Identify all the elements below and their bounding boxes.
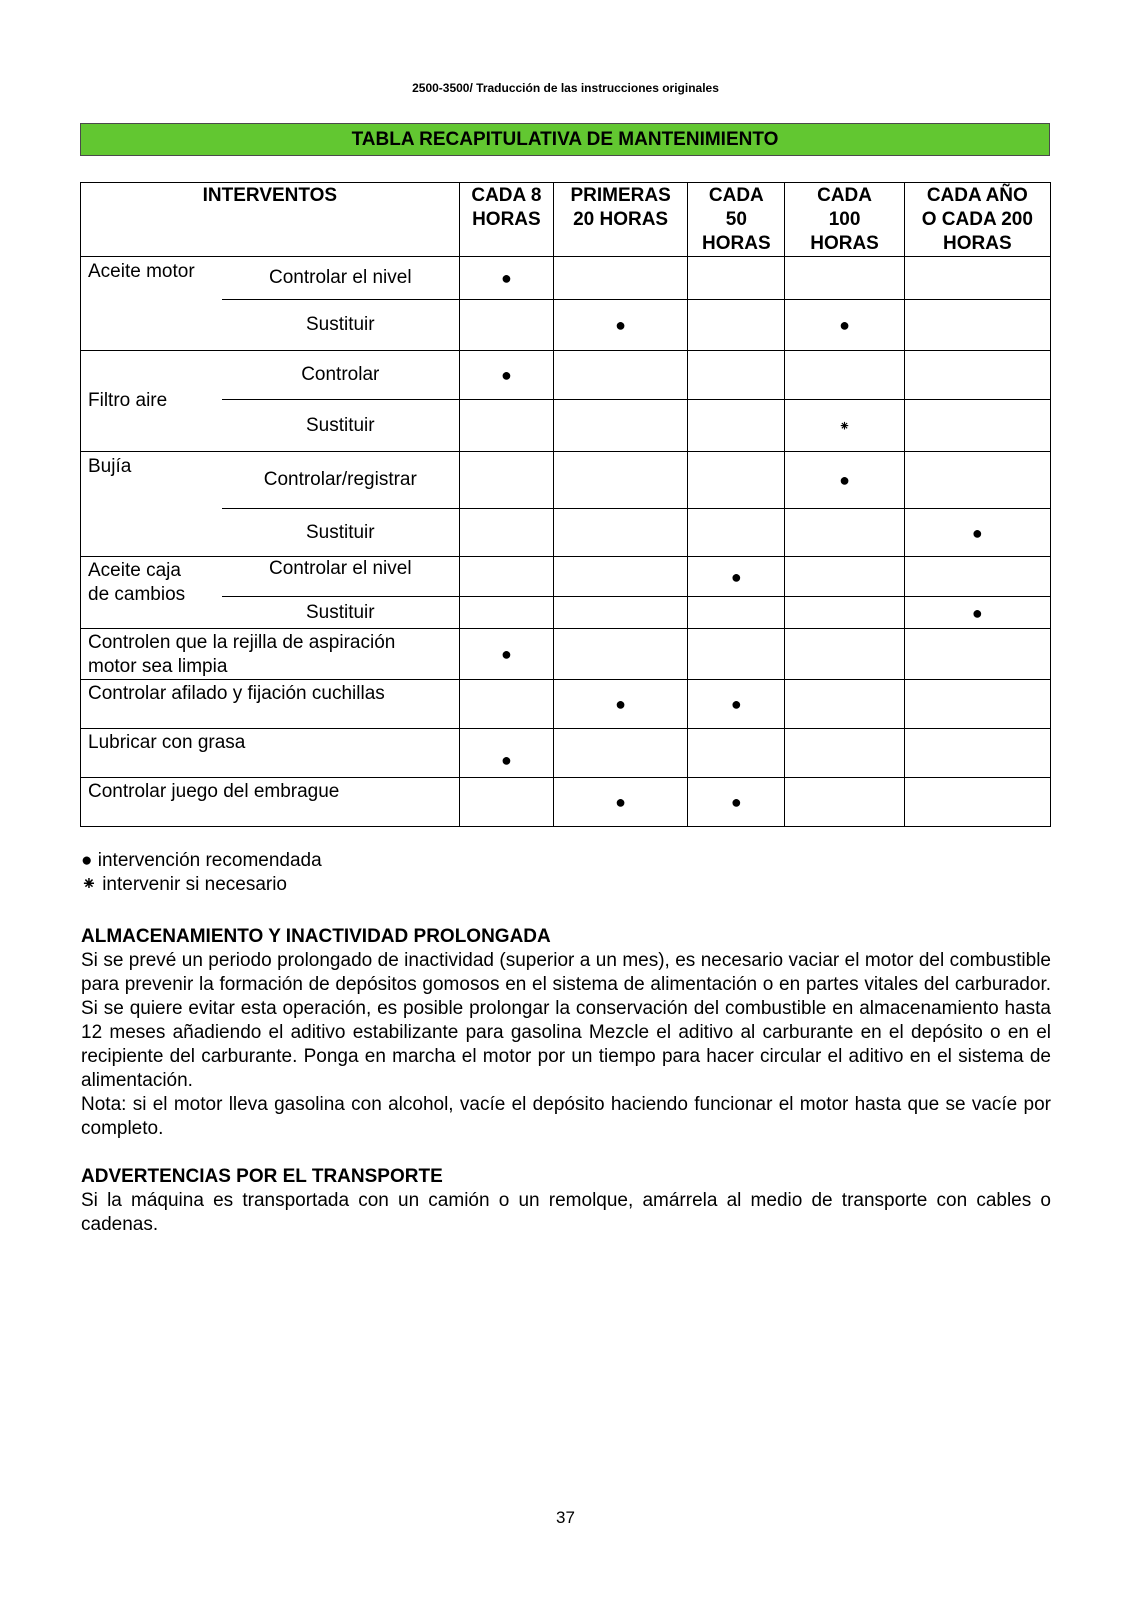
mark-dot: ● [904,597,1050,629]
row-rejilla-aspiracion: Controlen que la rejilla de aspiración motor sea limpia [81,629,460,680]
group-aceite-motor: Aceite motor [81,257,222,351]
mark-dot: ● [459,351,553,400]
transport-body: Si la máquina es transportada con un camión o un remolque, amárrela al medio de transporte con cables o cadenas. [81,1190,1051,1235]
mark-dot: ● [785,300,904,351]
transport-section [81,1165,1051,1237]
action-controlar-registrar: Controlar/registrar [222,452,460,509]
mark-dot: ● [553,680,687,729]
table-row [81,257,1051,300]
group-aceite-caja: Aceite caja de cambios [81,557,222,629]
row-juego-embrague: Controlar juego del embrague [81,778,460,827]
storage-note: Nota: si el motor lleva gasolina con alcohol, vacíe el depósito haciendo funcionar el motor hasta que se vacíe por completo. [81,1094,1051,1139]
group-filtro-aire: Filtro aire [81,351,222,452]
maintenance-table-banner: TABLA RECAPITULATIVA DE MANTENIMIENTO [80,123,1050,156]
mark-dot: ● [688,557,785,597]
table-row [81,452,1051,509]
storage-title: ALMACENAMIENTO Y INACTIVIDAD PROLONGADA [81,926,551,947]
legend-dot-item: ● intervención recomendada [81,850,322,871]
table-row [81,778,1051,827]
action-controlar-nivel: Controlar el nivel [222,557,460,597]
table-row [81,351,1051,400]
table-legend [81,849,322,897]
transport-title: ADVERTENCIAS POR EL TRANSPORTE [81,1166,443,1187]
row-afilado-cuchillas: Controlar afilado y fijación cuchillas [81,680,460,729]
table-row [81,729,1051,778]
action-sustituir: Sustituir [222,300,460,351]
action-sustituir: Sustituir [222,597,460,629]
header-cada-ano-200-horas: CADA AÑO O CADA 200 HORAS [904,183,1050,257]
maintenance-table [80,182,1051,827]
table-row [81,400,1051,452]
mark-dot: ● [904,509,1050,557]
header-primeras-20-horas: PRIMERAS 20 HORAS [553,183,687,257]
mark-dot: ● [553,300,687,351]
action-sustituir: Sustituir [222,400,460,452]
action-sustituir: Sustituir [222,509,460,557]
mark-dot: ● [688,680,785,729]
legend-star-item: ⁕ intervenir si necesario [81,874,288,895]
storage-body: Si se prevé un periodo prolongado de inactividad (superior a un mes), es necesario vaciar el motor del combustible para prevenir la formación de depósitos gomosos en el sistema de alimentación o en partes vitales del carburador. Si se quiere evitar esta operación, es posible prolongar la conservación del combustible en almacenamiento hasta 12 meses añadiendo el aditivo estabilizante para gasolina Mezcle el aditivo al carburante en el depósito o en el recipiente del carburante. Ponga en marcha el motor por un tiempo para hacer circular el aditivo en el sistema de alimentación. [81,950,1051,1091]
table-row [81,680,1051,729]
mark-dot: ● [688,778,785,827]
header-cada-100-horas: CADA 100 HORAS [785,183,904,257]
header-cada-50-horas: CADA 50 HORAS [688,183,785,257]
group-bujia: Bujía [81,452,222,557]
mark-dot: ● [553,778,687,827]
table-row [81,597,1051,629]
table-row [81,509,1051,557]
mark-dot: ● [785,452,904,509]
action-controlar-nivel: Controlar el nivel [222,257,460,300]
row-lubricar-grasa: Lubricar con grasa [81,729,460,778]
mark-dot: ● [459,729,553,778]
table-header-row [81,183,1051,257]
header-interventos: INTERVENTOS [81,183,460,257]
mark-star: ⁕ [785,400,904,452]
mark-dot: ● [459,629,553,680]
action-controlar: Controlar [222,351,460,400]
mark-dot: ● [459,257,553,300]
table-row [81,300,1051,351]
document-header: 2500-3500/ Traducción de las instrucciones originales [412,81,719,95]
table-row [81,557,1051,597]
header-cada-8-horas: CADA 8 HORAS [459,183,553,257]
page-number: 37 [556,1508,575,1527]
storage-section [81,925,1051,1141]
table-row [81,629,1051,680]
